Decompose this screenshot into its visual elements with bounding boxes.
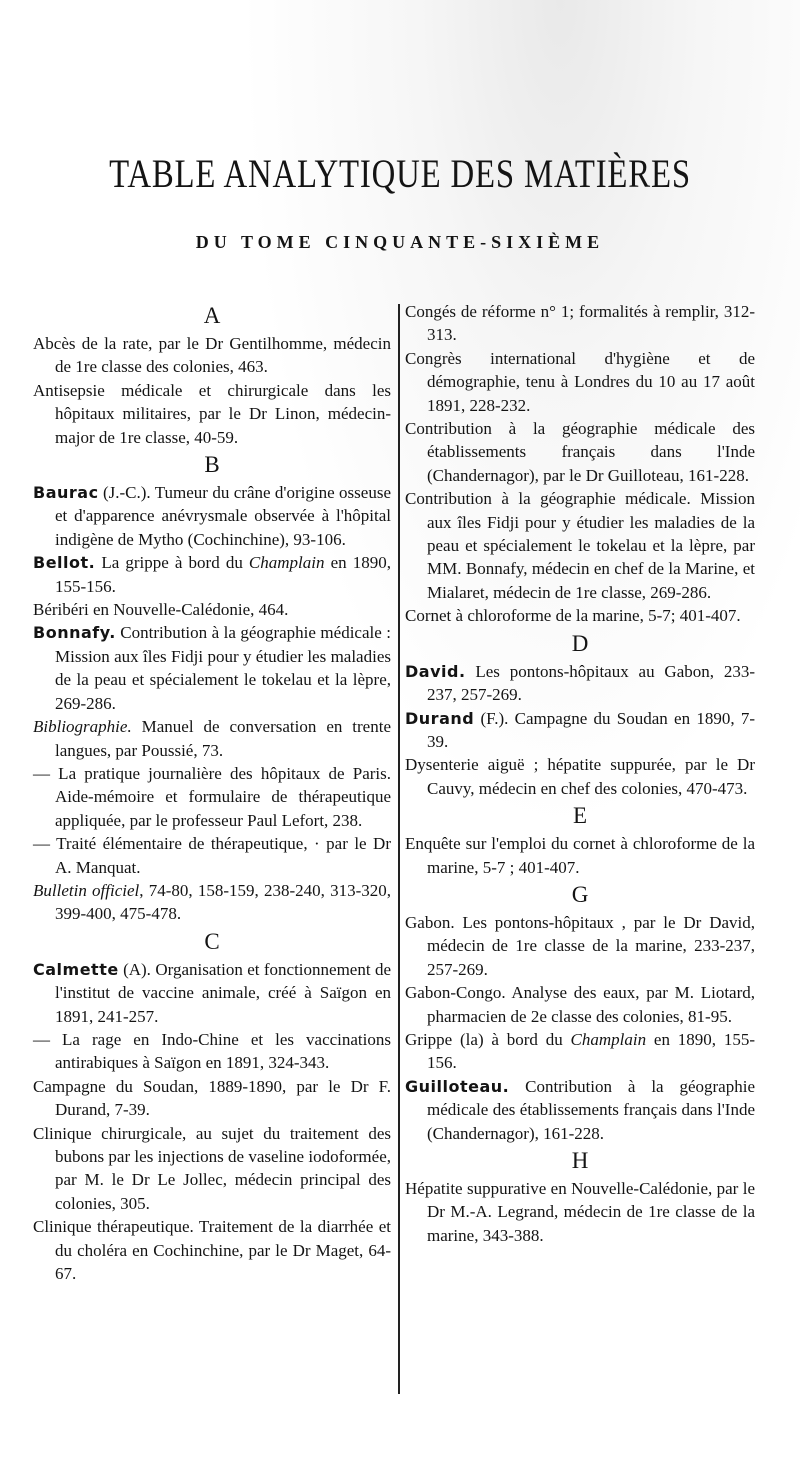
index-entry: Cornet à chloroforme de la marine, 5-7; 401-407.	[405, 606, 741, 626]
entry-headword: Calmette	[33, 959, 119, 979]
index-entry: Clinique thérapeutique. Traitement de la diarrhée et du choléra en Cochinchine, par le Dr Maget, 64-67.	[33, 1217, 391, 1284]
index-entry: Contribution à la géographie médicale des établissements français dans l'Inde (Chandernagor), par le Dr Guilloteau, 161-228.	[405, 419, 755, 485]
entry-headword: David.	[405, 661, 466, 681]
index-entry: — Traité élémentaire de thérapeutique, · par le Dr A. Manquat.	[33, 834, 391, 877]
index-entry	[33, 715, 391, 762]
index-entry: Antisepsie médicale et chirurgicale dans les hôpitaux militaires, par le Dr Linon, médecin-major de 1re classe, 40-59.	[33, 380, 391, 447]
index-entry: Congés de réforme n° 1; formalités à remplir, 312-313.	[405, 302, 755, 345]
index-entry: Dysenterie aiguë ; hépatite suppurée, par le Dr Cauvy, médecin en chef des colonies, 470-473.	[405, 755, 755, 798]
entry-text: , 74-80, 158-159, 238-240, 313-320, 399-400, 475-478.	[55, 880, 391, 924]
section-letter-c: C	[204, 928, 220, 954]
entry-text: La grippe à bord du	[95, 553, 249, 573]
index-entry	[33, 958, 391, 1028]
entry-text: (F.). Campagne du Soudan en 1890, 7-39.	[427, 708, 755, 751]
section-letter-d: D	[571, 630, 589, 656]
right-column	[405, 300, 755, 1247]
index-entry	[405, 660, 755, 707]
entry-text: Contribution à la géographie médicale : Mission aux îles Fidji pour y étudier les maladies de la peau et spécialement le tokelau et la lèpre, 269-286.	[55, 623, 391, 713]
index-entry: Campagne du Soudan, 1889-1890, par le Dr F. Durand, 7-39.	[33, 1076, 391, 1120]
index-entry: Béribéri en Nouvelle-Calédonie, 464.	[33, 600, 289, 620]
index-entry	[33, 481, 391, 551]
entry-headword-italic: Bibliographie.	[33, 717, 132, 737]
index-entry: Congrès international d'hygiène et de démographie, tenu à Londres du 10 au 17 août 1891, 228-232.	[405, 348, 755, 415]
entry-text: Les pontons-hôpitaux au Gabon, 233-237, 257-269.	[427, 661, 755, 705]
index-entry: Gabon. Les pontons-hôpitaux , par le Dr David, médecin de 1re classe de la marine, 233-237, 257-269.	[405, 912, 755, 979]
section-letter-g: G	[571, 881, 589, 907]
index-entry	[405, 1028, 755, 1075]
index-entry	[33, 551, 391, 598]
left-column	[33, 300, 391, 1285]
entry-headword: Guilloteau.	[405, 1076, 510, 1096]
index-entry: Contribution à la géographie médicale. Mission aux îles Fidji pour y étudier les maladies de la peau et spécialement le tokelau et la lèpre, par MM. Bonnafy, médecin en chef de la Marine, et Mialaret, médecin de 1re classe, 269-286.	[405, 489, 755, 602]
index-entry	[33, 621, 391, 715]
entry-italic: Champlain	[570, 1029, 647, 1049]
entry-headword-italic: Bulletin officiel	[33, 880, 140, 900]
index-entry: Hépatite suppurative en Nouvelle-Calédonie, par le Dr M.-A. Legrand, médecin de 1re classe de la marine, 343-388.	[405, 1179, 755, 1245]
entry-italic: Champlain	[248, 553, 325, 573]
entry-headword: Bellot.	[33, 553, 96, 573]
entry-text: Contribution à la géographie médicale des établissements français dans l'Inde (Chandernagor), 161-228.	[427, 1076, 755, 1143]
index-entry	[405, 1075, 755, 1145]
section-letter-e: E	[572, 803, 588, 829]
page-title: TABLE ANALYTIQUE DES MATIÈRES	[109, 151, 691, 196]
entry-headword: Durand	[405, 708, 475, 728]
index-entry: Enquête sur l'emploi du cornet à chloroforme de la marine, 5-7 ; 401-407.	[405, 834, 755, 877]
index-entry: Abcès de la rate, par le Dr Gentilhomme, médecin de 1re classe des colonies, 463.	[33, 334, 391, 377]
index-entry	[405, 707, 755, 754]
entry-text: (J.-C.). Tumeur du crâne d'origine osseuse et d'apparence anévrysmale observée à l'hôpital indigène de Mytho (Cochinchine), 93-106.	[55, 483, 391, 549]
page-subtitle: DU TOME CINQUANTE-SIXIÈME	[195, 232, 605, 252]
entry-text: en 1890, 155-156.	[55, 553, 391, 596]
entry-text: Grippe (la) à bord du	[405, 1029, 571, 1049]
index-entry: — La pratique journalière des hôpitaux de Paris. Aide-mémoire et formulaire de thérapeutique appliquée, par le professeur Paul Lefort, 238.	[33, 763, 391, 830]
entry-headword: Baurac	[33, 483, 99, 503]
section-letter-h: H	[571, 1148, 589, 1173]
index-entry	[33, 879, 391, 926]
entry-headword: Bonnafy.	[33, 623, 116, 643]
index-entry: Gabon-Congo. Analyse des eaux, par M. Liotard, pharmacien de 2e classe des colonies, 81-95.	[405, 983, 755, 1026]
section-letter-b: B	[204, 452, 220, 478]
index-entry: — La rage en Indo-Chine et les vaccinations antirabiques à Saïgon en 1891, 324-343.	[33, 1029, 391, 1073]
entry-text: en 1890, 155-156.	[427, 1029, 755, 1073]
index-entry: Clinique chirurgicale, au sujet du traitement des bubons par les injections de vaseline iodoformée, par M. le Dr Le Jollec, médecin principal des colonies, 305.	[33, 1123, 391, 1213]
column-divider	[398, 304, 400, 1394]
entry-text: (A). Organisation et fonctionnement de l'institut de vaccine animale, créé à Saïgon en 1891, 241-257.	[55, 959, 391, 1026]
entry-text: Manuel de conversation en trente langues, par Poussié, 73.	[55, 717, 391, 760]
section-letter-a: A	[203, 303, 221, 328]
